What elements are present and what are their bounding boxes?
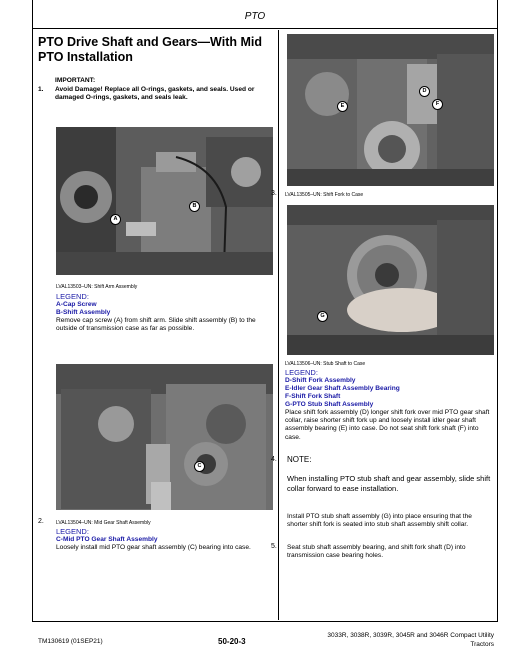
footer-page-number: 50-20-3 — [218, 637, 246, 646]
fig1-caption: LVAL13503–UN: Shift Arm Assembly — [56, 284, 138, 290]
fig4-legend-title: LEGEND: — [285, 368, 318, 377]
footer-doc-id: TM130619 (01SEP21) — [38, 638, 103, 645]
step4-note-label: NOTE: — [287, 455, 312, 464]
step5-text: Seat stub shaft assembly bearing, and shift fork shaft (D) into transmission case bearing holes. — [287, 544, 466, 560]
footer-models-line2: Tractors — [470, 641, 494, 648]
fig2-text: Loosely install mid PTO gear shaft assembly (C) bearing into case. — [56, 544, 251, 551]
callout-d: D — [419, 86, 430, 97]
callout-f: F — [432, 99, 443, 110]
column-divider — [278, 30, 279, 620]
page-title: PTO Drive Shaft and Gears—With Mid PTO Installation — [38, 35, 262, 64]
step4-text: Install PTO stub shaft assembly (G) into place ensuring that the shorter shift fork is seated into stub shaft assembly shift collar. — [287, 513, 472, 529]
step4-note: When installing PTO stub shaft and gear assembly, slide shift collar forward to ease installation. — [287, 474, 491, 493]
fig3-caption: LVAL13505–UN: Shift Fork to Case — [285, 192, 364, 198]
callout-a: A — [110, 214, 121, 225]
shift-fork-photo — [287, 34, 494, 186]
important-label: IMPORTANT: — [55, 77, 96, 84]
stub-shaft-photo — [287, 205, 494, 355]
fig1-legend-b: B-Shift Assembly — [56, 309, 111, 316]
step2-number: 2. — [38, 518, 44, 525]
fig4-legend-g: G-PTO Stub Shaft Assembly — [285, 401, 374, 408]
shift-arm-photo — [56, 127, 273, 275]
fig2-caption: LVAL13504–UN: Mid Gear Shaft Assembly — [56, 520, 151, 526]
callout-b: B — [189, 201, 200, 212]
fig4-text: Place shift fork assembly (D) longer shift fork over mid PTO gear shaft collar, raise shorter shift fork up and loosely install idler gear shaft assembly bearing (E) into case. Do not seat shift fork shaft (F) into case. — [285, 409, 490, 441]
fig1-legend-a: A-Cap Screw — [56, 301, 97, 308]
callout-e: E — [337, 101, 348, 112]
important-text: Avoid Damage! Replace all O-rings, gaskets, and seals. Used or damaged O-rings, gaskets, and seals leak. — [55, 86, 255, 102]
callout-c: C — [194, 461, 205, 472]
fig4-legend-d: D-Shift Fork Assembly — [285, 377, 356, 384]
footer-models: 3033R, 3038R, 3039R, 3045R and 3046R Compact Utility — [327, 632, 494, 639]
important-number: 1. — [38, 86, 44, 93]
fig1-legend-title: LEGEND: — [56, 292, 89, 301]
mid-gear-shaft-photo — [56, 364, 273, 510]
fig4-caption: LVAL13506–UN: Stub Shaft to Case — [285, 361, 366, 367]
fig1-text: Remove cap screw (A) from shift arm. Slide shift assembly (B) to the outside of transmission case as far as possible. — [56, 317, 256, 333]
fig2-legend-title: LEGEND: — [56, 527, 89, 536]
step3-number: 3. — [271, 190, 277, 197]
step5-number: 5. — [271, 543, 277, 550]
callout-g: G — [317, 311, 328, 322]
fig2-legend-c: C-Mid PTO Gear Shaft Assembly — [56, 536, 158, 543]
step4-number: 4. — [271, 456, 277, 463]
fig4-legend-f: F-Shift Fork Shaft — [285, 393, 341, 400]
section-header: PTO — [244, 11, 266, 22]
fig4-legend-e: E-Idler Gear Shaft Assembly Bearing — [285, 385, 400, 392]
